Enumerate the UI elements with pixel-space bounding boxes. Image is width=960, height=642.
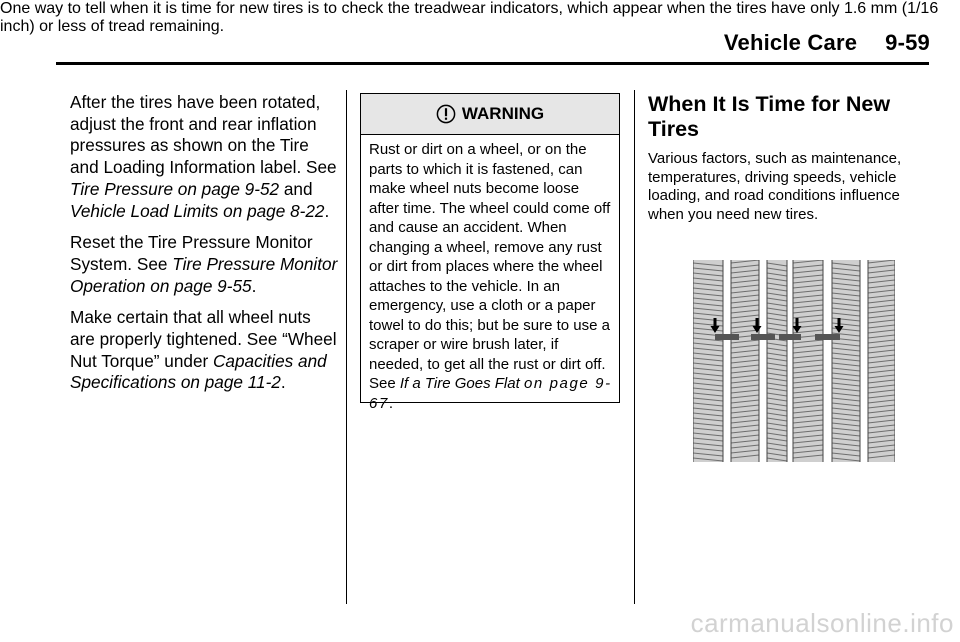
watermark: carmanualsonline.info xyxy=(690,608,954,638)
column-divider-2 xyxy=(634,90,635,604)
treadwear-indicator-bar xyxy=(779,334,801,340)
warning-box xyxy=(360,93,620,412)
page-number: 9-59 xyxy=(885,30,930,55)
section-heading: When It Is Time for New Tires xyxy=(648,92,891,141)
treadwear-indicator-bar xyxy=(715,334,739,340)
text: Rust or dirt on a wheel, or on the parts to which it is fastened, can make wheel nuts become loose after time. The wheel could come off and cause an accident. When changing a wheel, remove any rust or dirt from places where the wheel attaches to the vehicle. In an emergency, use a cloth or a paper towel to do this; but be sure to use a scraper or wire brush later, if needed, to get all the rust or dirt off. See xyxy=(369,141,611,392)
warning-body xyxy=(361,135,619,413)
paragraph-wheel-nuts xyxy=(70,307,338,394)
paragraph-reset-tpms xyxy=(70,232,338,297)
paragraph-rotation xyxy=(70,92,338,222)
text: . xyxy=(388,394,394,412)
warning-header xyxy=(361,94,619,135)
warning-icon xyxy=(436,104,456,124)
text: . xyxy=(324,200,330,221)
text: and xyxy=(279,178,313,199)
warning-title: WARNING xyxy=(461,104,545,123)
tread-rib xyxy=(832,260,860,462)
section-title: Vehicle Care xyxy=(723,30,858,55)
text: After the tires have been rotated, adjust the front and rear inflation pressures as shown on the Tire and Loading Information label. See xyxy=(70,92,337,178)
link-tpms-operation[interactable]: Tire Pressure Monitor Operation on page 9-55 xyxy=(70,253,338,296)
link-capacities[interactable]: Capacities and Specifications on page 11-2 xyxy=(70,350,327,393)
tread-rib xyxy=(793,260,823,462)
right-column xyxy=(648,92,918,224)
link-tire-pressure[interactable]: Tire Pressure on page 9-52 xyxy=(70,178,280,199)
text: Make certain that all wheel nuts are properly tightened. See “Wheel Nut Torque” under xyxy=(70,307,337,371)
link-vehicle-load-limits[interactable]: Vehicle Load Limits on page 8-22 xyxy=(70,200,325,221)
link-flat-tire-page[interactable]: on page 9-67 xyxy=(369,375,612,412)
tread-rib xyxy=(767,260,787,462)
treadwear-indicator-bar xyxy=(751,334,775,340)
page-header xyxy=(724,30,930,56)
text: Reset the Tire Pressure Monitor System. See xyxy=(70,232,313,274)
text: . xyxy=(251,275,257,296)
paragraph-factors: Various factors, such as maintenance, temperatures, driving speeds, vehicle loading, and road conditions influence when you need new tires. xyxy=(648,150,902,223)
header-rule xyxy=(56,62,929,65)
tread-rib xyxy=(731,260,759,462)
text: . xyxy=(280,372,286,393)
column-divider-1 xyxy=(346,90,347,604)
left-column xyxy=(70,92,338,404)
link-flat-tire[interactable]: If a Tire Goes Flat xyxy=(399,375,520,392)
treadwear-indicator-bar xyxy=(815,334,840,340)
tire-tread-illustration xyxy=(693,260,895,462)
tread-rib xyxy=(693,260,723,462)
tread-rib xyxy=(868,260,895,462)
paragraph-treadwear: One way to tell when it is time for new tires is to check the treadwear indicators, which appear when the tires have only 1.6 mm (1/16 inch) or less of tread remaining. xyxy=(0,0,939,35)
